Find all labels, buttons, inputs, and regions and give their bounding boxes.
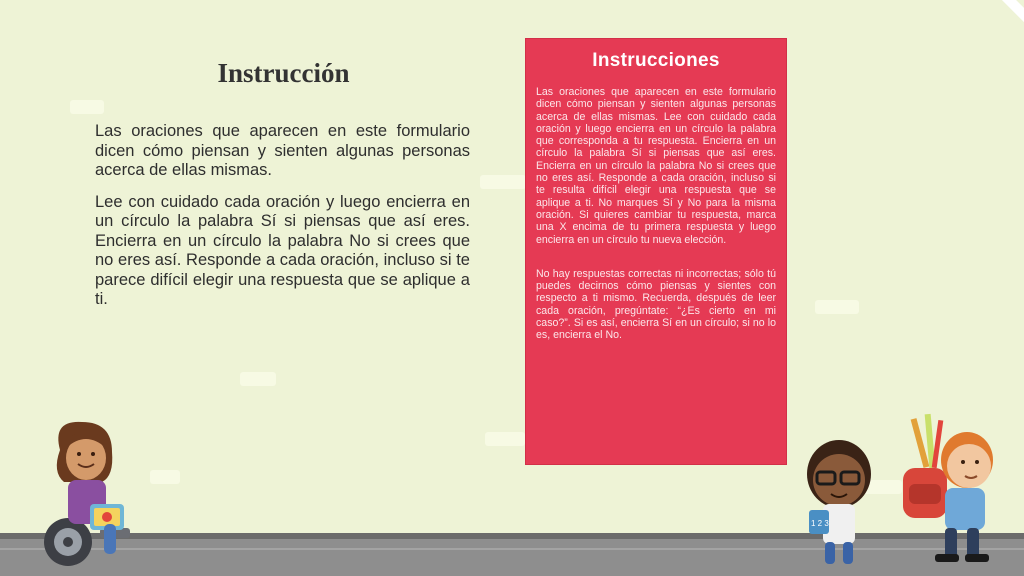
corner-stripes <box>984 0 1024 50</box>
background-brick <box>70 100 104 114</box>
card-title: Instrucciones <box>592 50 720 71</box>
card-paragraph-1: Las oraciones que aparecen en este formulario dicen cómo piensan y sienten algunas personas acerca de ellas mismas. Lee con cuidado cada oración y luego encierra en un círculo la palabra que corresponda a tu respuesta. Encierra en un círculo la palabra Sí si piensas que así eres. Encierra en un círculo la palabra No si crees que no eres así. Responde a cada oración, incluso si te resulta difícil elegir una respuesta que se aplique a ti. No marques Sí y No para la misma oración. Si quieres cambiar tu respuesta, marca una X encima de tu primera respuesta y luego encierra en un círculo tu nueva elección. <box>536 86 776 246</box>
instructions-card-image <box>525 38 787 465</box>
slide-body <box>95 122 470 322</box>
card-paragraph-2: No hay respuestas correctas ni incorrectas; sólo tú puedes decirnos cómo piensas y sientes con respecto a ti mismo. Recuerda, después de leer cada oración, pregúntate: “¿Es cierto en mi caso?”. Si es así, encierra Sí en un círculo; si no lo es, encierra el No. <box>536 267 776 342</box>
background-brick <box>240 372 276 386</box>
boy-backpack-illustration <box>895 408 1005 573</box>
background-brick <box>485 432 525 446</box>
slide-title: Instrucción <box>217 58 350 88</box>
body-paragraph-1: Las oraciones que aparecen en este formulario dicen cómo piensan y sienten algunas personas acerca de ellas mismas. <box>95 122 470 179</box>
boy-glasses-illustration <box>795 432 885 572</box>
background-brick <box>150 470 180 484</box>
card-text <box>536 86 776 364</box>
girl-wheelchair-illustration <box>30 420 150 570</box>
background-brick <box>815 300 859 314</box>
body-paragraph-2: Lee con cuidado cada oración y luego encierra en un círculo la palabra Sí si piensas que así eres. Encierra en un círculo la palabra No si crees que no eres así. Responde a cada oración, incluso si te parece difícil elegir una respuesta que se aplique a ti. <box>95 192 470 308</box>
tablet-label: 1 2 3 <box>811 519 829 528</box>
background-brick <box>480 175 526 189</box>
